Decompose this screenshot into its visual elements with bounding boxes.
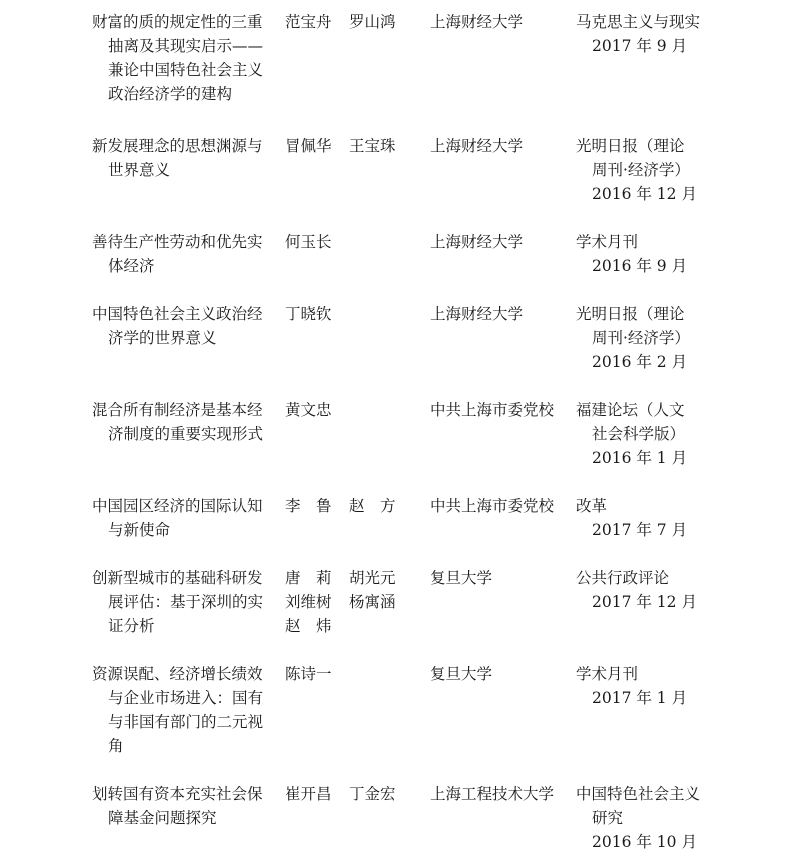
author-line [285, 566, 410, 590]
paper-title [92, 398, 274, 446]
journal-info [576, 662, 706, 710]
author-line [285, 230, 410, 254]
title-line: 资源误配、经济增长绩效 [92, 665, 263, 683]
title-line: 与新使命 [108, 521, 171, 539]
author-name: 赵 方 [349, 497, 396, 515]
journal-line: 公共行政评论 [576, 569, 670, 587]
journal-info [576, 566, 706, 614]
authors [285, 662, 410, 686]
journal-line: 光明日报（理论 [576, 305, 685, 323]
paper-title [92, 230, 274, 278]
title-line: 与企业市场进入：国有 [108, 689, 264, 707]
institution: 上海财经大学 [430, 137, 524, 155]
institution: 上海财经大学 [430, 13, 524, 31]
journal-line: 马克思主义与现实 [576, 13, 701, 31]
journal-line: 福建论坛（人文 [576, 401, 685, 419]
title-line: 划转国有资本充实社会保 [92, 785, 263, 803]
author-name: 范宝舟 [285, 13, 332, 31]
journal-line: 2016 年 10 月 [592, 833, 697, 851]
author-name: 胡光元 [349, 569, 396, 587]
title-line: 展评估：基于深圳的实 [108, 593, 264, 611]
title-line: 体经济 [108, 257, 155, 275]
institution: 复旦大学 [430, 665, 493, 683]
journal-info [576, 134, 706, 206]
paper-title [92, 782, 274, 830]
journal-info [576, 398, 706, 470]
journal-info [576, 230, 706, 278]
author-name: 杨寓涵 [349, 593, 396, 611]
institution: 中共上海市委党校 [430, 497, 555, 515]
paper-title [92, 566, 274, 638]
title-line: 中国特色社会主义政治经 [92, 305, 263, 323]
author-name: 王宝珠 [349, 137, 396, 155]
journal-line: 中国特色社会主义 [576, 785, 701, 803]
paper-title [92, 134, 274, 182]
author-name: 李 鲁 [285, 497, 332, 515]
title-line: 兼论中国特色社会主义 [108, 61, 264, 79]
institution: 上海财经大学 [430, 233, 524, 251]
title-line: 世界意义 [108, 161, 171, 179]
author-line [285, 302, 410, 326]
journal-info [576, 782, 706, 854]
journal-line: 研究 [592, 809, 624, 827]
journal-line: 2016 年 2 月 [592, 353, 688, 371]
author-name: 丁金宏 [349, 785, 396, 803]
journal-line: 2016 年 9 月 [592, 257, 688, 275]
institution: 复旦大学 [430, 569, 493, 587]
journal-info [576, 302, 706, 374]
author-name: 崔开昌 [285, 785, 332, 803]
journal-line: 2016 年 1 月 [592, 449, 688, 467]
title-line: 济学的世界意义 [108, 329, 217, 347]
journal-line: 学术月刊 [576, 233, 639, 251]
author-line [285, 782, 410, 806]
authors [285, 566, 410, 638]
journal-line: 2016 年 12 月 [592, 185, 697, 203]
journal-info [576, 10, 706, 58]
author-name: 刘维树 [285, 593, 332, 611]
title-line: 与非国有部门的二元视 [108, 713, 264, 731]
paper-title [92, 494, 274, 542]
author-line [285, 590, 410, 614]
author-name: 陈诗一 [285, 665, 332, 683]
institution: 中共上海市委党校 [430, 401, 555, 419]
author-name: 唐 莉 [285, 569, 332, 587]
title-line: 混合所有制经济是基本经 [92, 401, 263, 419]
title-line: 证分析 [108, 617, 155, 635]
authors [285, 302, 410, 326]
journal-line: 周刊·经济学） [592, 161, 690, 179]
title-line: 障基金问题探究 [108, 809, 217, 827]
journal-info [576, 494, 706, 542]
authors [285, 782, 410, 806]
journal-line: 2017 年 12 月 [592, 593, 697, 611]
journal-line: 光明日报（理论 [576, 137, 685, 155]
authors [285, 398, 410, 422]
author-name: 何玉长 [285, 233, 332, 251]
title-line: 财富的质的规定性的三重 [92, 13, 263, 31]
paper-title [92, 10, 274, 106]
author-line [285, 10, 410, 34]
journal-line: 改革 [576, 497, 608, 515]
journal-line: 2017 年 9 月 [592, 37, 688, 55]
institution: 上海财经大学 [430, 305, 524, 323]
paper-title [92, 302, 274, 350]
author-name: 赵 炜 [285, 617, 332, 635]
title-line: 创新型城市的基础科研发 [92, 569, 263, 587]
author-name: 冒佩华 [285, 137, 332, 155]
authors [285, 10, 410, 34]
title-line: 新发展理念的思想渊源与 [92, 137, 263, 155]
author-line [285, 614, 410, 638]
journal-line: 学术月刊 [576, 665, 639, 683]
author-line [285, 494, 410, 518]
authors [285, 230, 410, 254]
title-line: 中国园区经济的国际认知 [92, 497, 263, 515]
journal-line: 社会科学版） [592, 425, 686, 443]
author-name: 罗山鸿 [349, 13, 396, 31]
title-line: 抽离及其现实启示—— [108, 37, 264, 55]
journal-line: 2017 年 7 月 [592, 521, 688, 539]
journal-line: 周刊·经济学） [592, 329, 690, 347]
authors [285, 134, 410, 158]
author-line [285, 134, 410, 158]
paper-title [92, 662, 274, 758]
title-line: 政治经济学的建构 [108, 85, 233, 103]
author-name: 丁晓钦 [285, 305, 332, 323]
author-line [285, 398, 410, 422]
journal-line: 2017 年 1 月 [592, 689, 688, 707]
authors [285, 494, 410, 518]
title-line: 济制度的重要实现形式 [108, 425, 264, 443]
author-line [285, 662, 410, 686]
author-name: 黄文忠 [285, 401, 332, 419]
institution: 上海工程技术大学 [430, 785, 555, 803]
title-line: 善待生产性劳动和优先实 [92, 233, 263, 251]
title-line: 角 [108, 737, 124, 755]
